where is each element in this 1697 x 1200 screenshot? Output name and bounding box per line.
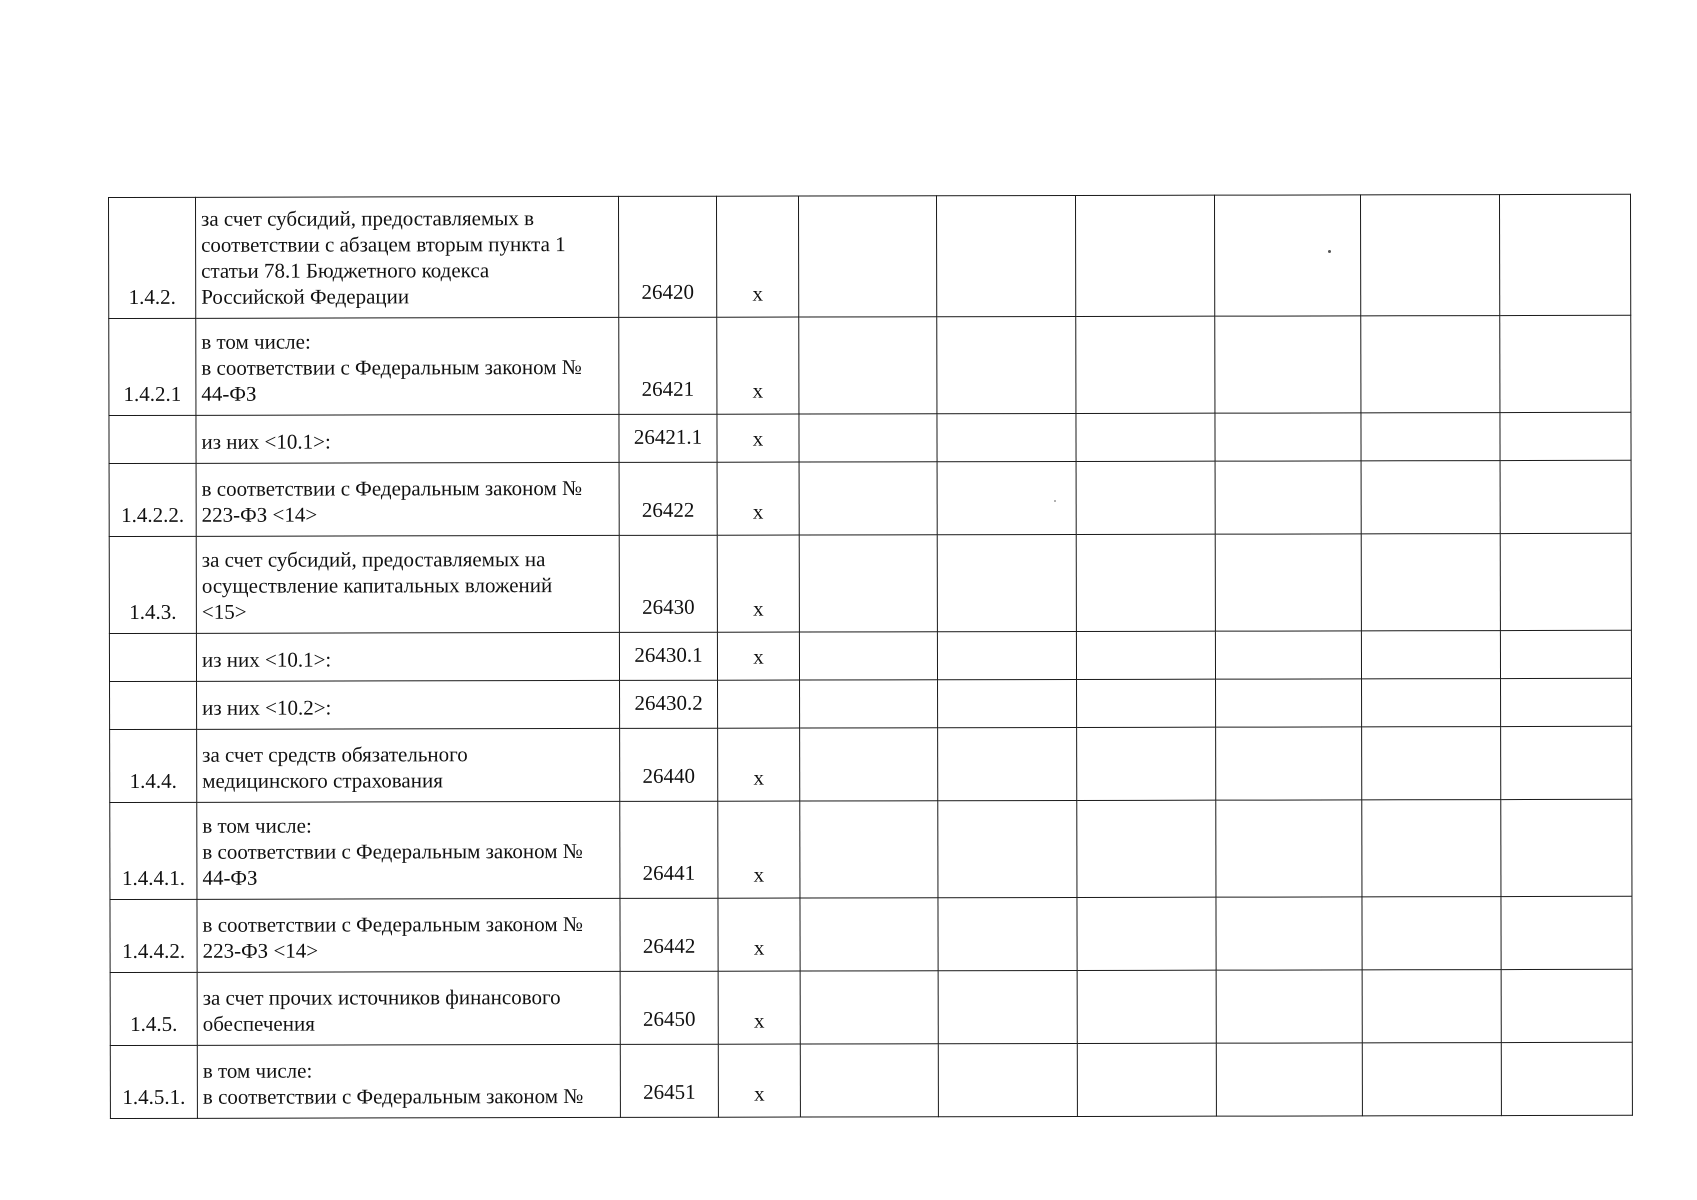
value-cell (1216, 970, 1362, 1043)
row-name-text: в том числе: в соответствии с Федеральным законом № (202, 1058, 584, 1109)
row-name-text: из них <10.1>: (201, 429, 331, 454)
table-row (109, 460, 1631, 536)
row-mark: x (717, 462, 799, 535)
value-cell (1077, 800, 1216, 897)
table-row (110, 1042, 1632, 1118)
value-cell (1361, 413, 1500, 461)
value-cell (1215, 534, 1361, 631)
table-row (110, 896, 1632, 972)
row-number: 1.4.4. (110, 729, 197, 802)
value-cell (938, 970, 1077, 1043)
row-code: 26430.2 (620, 680, 718, 728)
row-name (196, 462, 619, 536)
row-mark: x (718, 898, 800, 971)
row-mark: x (716, 196, 798, 317)
value-cell (1216, 727, 1362, 800)
value-cell (1216, 800, 1362, 897)
value-cell (938, 1043, 1077, 1116)
row-number: 1.4.3. (109, 536, 196, 633)
scan-speck (1054, 500, 1056, 502)
value-cell (799, 462, 937, 535)
row-mark: x (718, 971, 800, 1044)
row-code: 26442 (620, 898, 718, 971)
value-cell (799, 535, 937, 632)
value-cell (1501, 726, 1632, 799)
row-number: 1.4.4.1. (110, 802, 197, 899)
value-cell (1362, 679, 1501, 727)
value-cell (800, 971, 938, 1044)
row-mark: x (717, 414, 799, 462)
financial-form-table (108, 194, 1633, 1119)
row-name (197, 971, 620, 1045)
row-name (197, 1044, 620, 1118)
value-cell (937, 413, 1076, 461)
row-mark: x (718, 1044, 800, 1117)
value-cell (1075, 195, 1214, 316)
table-row (110, 678, 1632, 729)
row-number: 1.4.5. (110, 972, 197, 1045)
value-cell (798, 196, 936, 317)
row-number: 1.4.4.2. (110, 899, 197, 972)
value-cell (1077, 970, 1216, 1043)
table-row (110, 969, 1632, 1045)
value-cell (1076, 631, 1215, 679)
value-cell (1216, 679, 1362, 727)
value-cell (1362, 897, 1501, 970)
row-number (109, 633, 196, 681)
row-mark: x (717, 317, 799, 414)
value-cell (1215, 631, 1361, 679)
row-name-text: из них <10.2>: (202, 695, 332, 720)
value-cell (1501, 1042, 1632, 1115)
row-name-text: за счет субсидий, предоставляемых на осуществление капитальных вложений <15> (201, 547, 553, 624)
value-cell (799, 414, 937, 462)
value-cell (1214, 195, 1360, 316)
value-cell (1501, 896, 1632, 969)
row-code: 26440 (620, 728, 718, 801)
row-mark: x (718, 801, 800, 898)
row-code: 26450 (620, 971, 718, 1044)
value-cell (1499, 194, 1630, 315)
row-name (196, 196, 619, 318)
row-code: 26422 (619, 462, 717, 535)
value-cell (1500, 533, 1631, 630)
value-cell (1216, 897, 1362, 970)
row-name (197, 898, 620, 972)
value-cell (1361, 631, 1500, 679)
value-cell (1500, 630, 1631, 678)
value-cell (937, 631, 1076, 679)
row-code: 26421 (619, 317, 717, 414)
table-row (109, 194, 1631, 318)
value-cell (1362, 727, 1501, 800)
value-cell (800, 680, 938, 728)
row-name-text: в соответствии с Федеральным законом № 223-ФЗ <14> (202, 912, 583, 963)
value-cell (1215, 316, 1361, 413)
row-name (196, 535, 619, 633)
value-cell (938, 727, 1077, 800)
value-cell (1076, 316, 1215, 413)
value-cell (799, 317, 937, 414)
value-cell (1076, 534, 1215, 631)
value-cell (1077, 679, 1216, 727)
value-cell (937, 316, 1076, 413)
value-cell (1360, 195, 1499, 316)
value-cell (1361, 534, 1500, 631)
value-cell (800, 801, 938, 898)
row-mark: x (718, 728, 800, 801)
row-name (196, 414, 619, 463)
table-row (109, 533, 1631, 633)
row-name-text: за счет средств обязательного медицинского страхования (202, 742, 468, 793)
value-cell (1076, 413, 1215, 461)
row-code: 26451 (620, 1044, 718, 1117)
value-cell (1216, 1043, 1362, 1116)
value-cell (1076, 461, 1215, 534)
row-name-text: за счет прочих источников финансового обеспечения (202, 985, 561, 1036)
row-name-text: в том числе: в соответствии с Федеральным законом № 44-ФЗ (201, 329, 582, 406)
value-cell (937, 461, 1076, 534)
value-cell (800, 898, 938, 971)
row-mark (718, 680, 800, 728)
value-cell (1500, 460, 1631, 533)
value-cell (937, 534, 1076, 631)
table-row (109, 630, 1631, 681)
row-name (197, 728, 620, 802)
value-cell (1501, 969, 1632, 1042)
value-cell (1362, 970, 1501, 1043)
value-cell (1362, 800, 1501, 897)
value-cell (1500, 315, 1631, 412)
row-number (109, 415, 196, 463)
table-row (110, 799, 1632, 899)
row-number: 1.4.2.1 (109, 318, 196, 415)
row-code: 26420 (618, 196, 716, 317)
value-cell (1077, 897, 1216, 970)
row-name (196, 317, 619, 415)
row-name-text: за счет субсидий, предоставляемых в соответствии с абзацем вторым пункта 1 статьи 78.1 Бюджетного кодекса Российской Федерации (201, 206, 566, 309)
row-number (110, 681, 197, 729)
value-cell (800, 1044, 938, 1117)
table-row (110, 726, 1632, 802)
row-number: 1.4.2. (109, 197, 196, 318)
row-code: 26430.1 (619, 632, 717, 680)
row-number: 1.4.5.1. (110, 1045, 197, 1118)
value-cell (936, 195, 1075, 316)
value-cell (938, 897, 1077, 970)
row-mark: x (717, 632, 799, 680)
value-cell (1500, 412, 1631, 460)
row-name-text: в соответствии с Федеральным законом № 223-ФЗ <14> (201, 476, 583, 527)
value-cell (1361, 316, 1500, 413)
row-code: 26430 (619, 535, 717, 632)
value-cell (938, 679, 1077, 727)
row-name (197, 801, 620, 899)
row-name (196, 632, 619, 681)
row-code: 26441 (620, 801, 718, 898)
value-cell (1215, 461, 1361, 534)
row-name-text: из них <10.1>: (201, 647, 332, 672)
row-number: 1.4.2.2. (109, 463, 196, 536)
value-cell (1501, 799, 1632, 896)
row-name-text: в том числе: в соответствии с Федеральным законом № 44-ФЗ (202, 813, 583, 890)
row-name (197, 680, 620, 729)
value-cell (1077, 1043, 1216, 1116)
value-cell (1215, 413, 1361, 461)
value-cell (799, 632, 937, 680)
value-cell (1361, 461, 1500, 534)
row-mark: x (717, 535, 799, 632)
value-cell (938, 800, 1077, 897)
row-code: 26421.1 (619, 414, 717, 462)
value-cell (800, 728, 938, 801)
value-cell (1362, 1043, 1501, 1116)
scan-speck (1328, 250, 1331, 253)
value-cell (1501, 678, 1632, 726)
table-row (109, 315, 1631, 415)
value-cell (1077, 727, 1216, 800)
table-row (109, 412, 1631, 463)
